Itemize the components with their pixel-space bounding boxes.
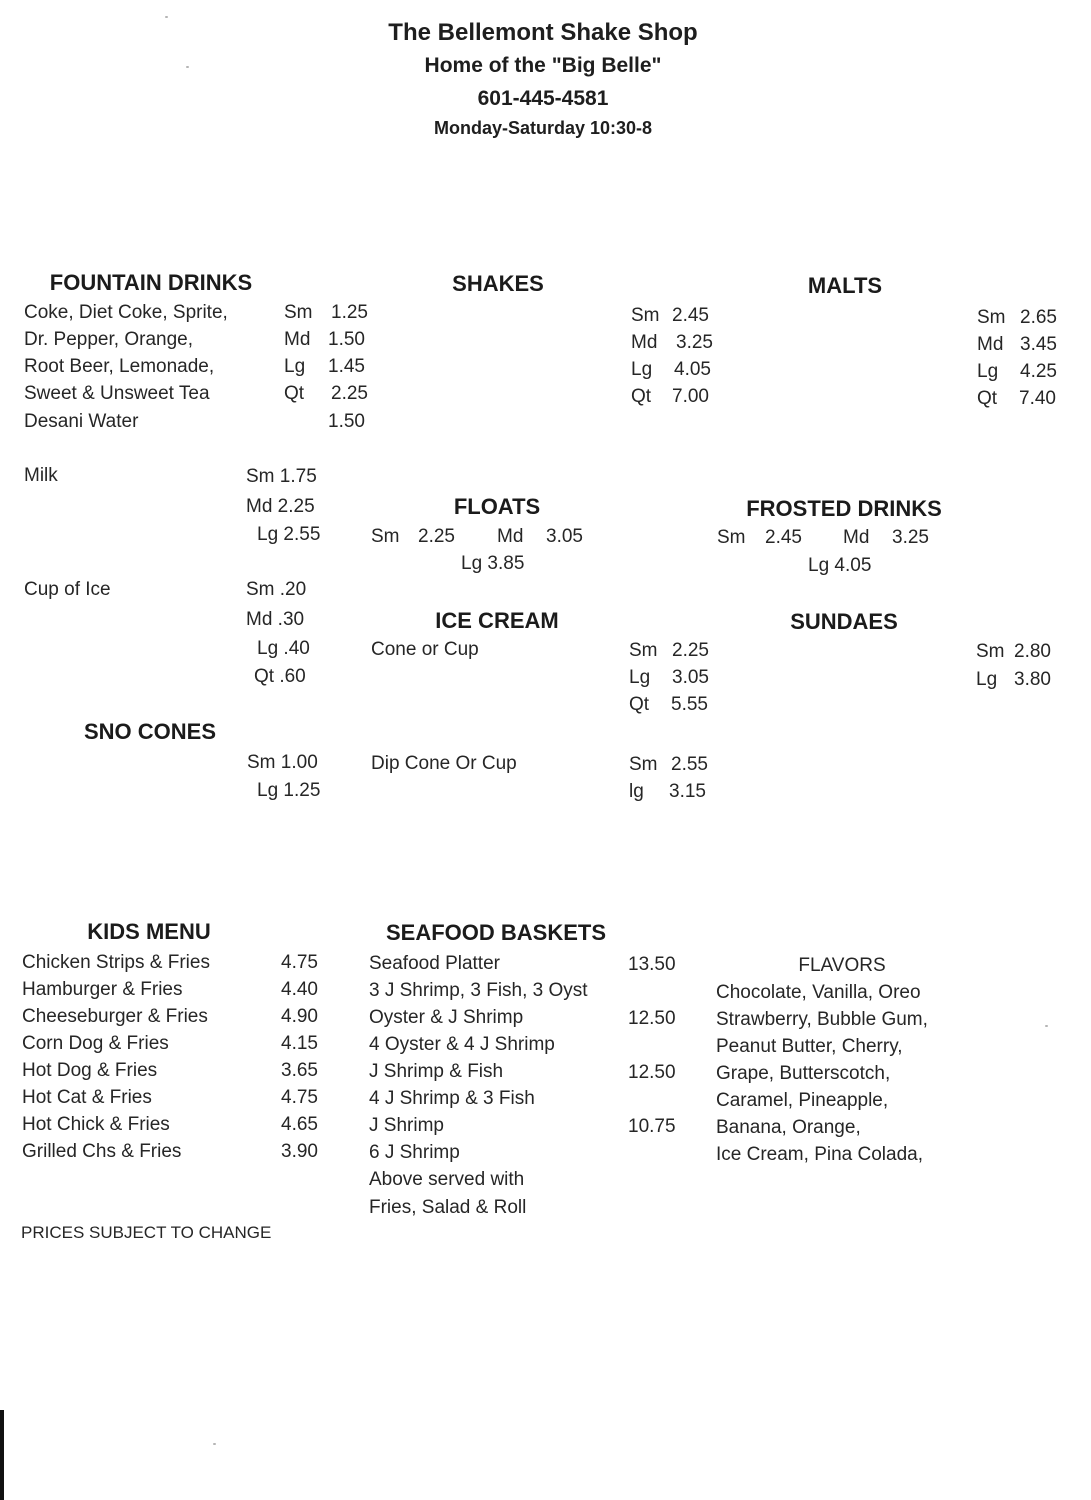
business-hours: Monday-Saturday 10:30-8 [433, 118, 653, 138]
size-label: Sm [629, 754, 658, 775]
kids-item: Hot Dog & Fries [22, 1060, 158, 1081]
kids-item: Hamburger & Fries [22, 979, 183, 1000]
kids-price: 4.15 [281, 1033, 318, 1054]
size-label: Md [843, 527, 870, 548]
price: 1.50 [328, 411, 365, 432]
kids-price: 3.90 [281, 1141, 318, 1162]
milk-price: Md 2.25 [246, 496, 315, 517]
price: 2.65 [1020, 307, 1057, 328]
size-label: Lg [631, 359, 653, 380]
fountain-item: Root Beer, Lemonade, [24, 356, 215, 377]
kids-item: Grilled Chs & Fries [22, 1141, 182, 1162]
seafood-price: 12.50 [628, 1008, 676, 1029]
sundaes-heading: SUNDAES [790, 609, 898, 634]
kids-item: Cheeseburger & Fries [22, 1006, 208, 1027]
price: 1.25 [331, 302, 368, 323]
seafood-detail: 6 J Shrimp [369, 1142, 460, 1163]
flavor-line: Strawberry, Bubble Gum, [716, 1009, 928, 1030]
price: 4.25 [1020, 361, 1057, 382]
kids-price: 4.65 [281, 1114, 318, 1135]
seafood-price: 13.50 [628, 954, 676, 975]
flavor-line: Banana, Orange, [716, 1117, 861, 1138]
seafood-item: Seafood Platter [369, 953, 500, 974]
kids-price: 4.90 [281, 1006, 318, 1027]
ice-price: Qt .60 [254, 666, 306, 687]
fountain-item: Sweet & Unsweet Tea [24, 383, 210, 404]
price: 4.05 [674, 359, 711, 380]
milk-price: Sm 1.75 [246, 466, 317, 487]
price: 1.50 [328, 329, 365, 350]
phone-number: 601-445-4581 [477, 87, 609, 110]
size-label: Lg [629, 667, 651, 688]
size-label: Sm [371, 526, 400, 547]
seafood-price: 12.50 [628, 1062, 676, 1083]
size-label: Sm [629, 640, 658, 661]
flavor-line: Caramel, Pineapple, [716, 1090, 889, 1111]
price: Lg 4.05 [808, 555, 872, 576]
fountain-item: Dr. Pepper, Orange, [24, 329, 193, 350]
seafood-item: J Shrimp [369, 1115, 444, 1136]
size-label: Qt [629, 694, 650, 715]
kids-price: 3.65 [281, 1060, 318, 1081]
seafood-note: Fries, Salad & Roll [369, 1197, 527, 1218]
price: 3.05 [546, 526, 583, 547]
size-label: Md [497, 526, 524, 547]
ice-price: Lg .40 [257, 638, 310, 659]
price: 3.25 [892, 527, 929, 548]
fountain-item: Desani Water [24, 411, 139, 432]
kids-price: 4.40 [281, 979, 318, 1000]
size-label: Lg [977, 361, 999, 382]
scan-speck [213, 1443, 216, 1445]
price: Lg 3.85 [461, 553, 525, 574]
kids-menu-heading: KIDS MENU [87, 919, 211, 944]
size-label: Lg [284, 356, 306, 377]
prices-notice: PRICES SUBJECT TO CHANGE [21, 1223, 272, 1242]
price: 3.80 [1014, 669, 1051, 690]
price: 2.45 [672, 305, 709, 326]
seafood-baskets-heading: SEAFOOD BASKETS [385, 920, 607, 945]
size-label: Qt [977, 388, 998, 409]
size-label: Sm [976, 641, 1005, 662]
seafood-item: Oyster & J Shrimp [369, 1007, 524, 1028]
ice-cream-heading: ICE CREAM [435, 608, 559, 633]
size-label: Sm [284, 302, 313, 323]
fountain-drinks-heading: FOUNTAIN DRINKS [49, 270, 253, 295]
size-label: lg [629, 781, 644, 802]
size-label: Sm [717, 527, 746, 548]
fountain-item: Coke, Diet Coke, Sprite, [24, 302, 228, 323]
kids-item: Corn Dog & Fries [22, 1033, 169, 1054]
kids-item: Hot Chick & Fries [22, 1114, 170, 1135]
price: 2.25 [331, 383, 368, 404]
ice-price: Md .30 [246, 609, 305, 630]
size-label: Sm [631, 305, 660, 326]
flavor-line: Peanut Butter, Cherry, [716, 1036, 903, 1057]
flavors-heading: FLAVORS [798, 955, 886, 976]
scan-speck [165, 16, 168, 18]
size-label: Md [977, 334, 1004, 355]
price: 2.25 [418, 526, 455, 547]
milk-label: Milk [24, 465, 58, 486]
price: 2.25 [672, 640, 709, 661]
size-label: Qt [284, 383, 305, 404]
flavor-line: Chocolate, Vanilla, Oreo [716, 982, 921, 1003]
price: 3.15 [669, 781, 706, 802]
price: 2.55 [671, 754, 708, 775]
size-label: Md [631, 332, 658, 353]
price: 7.40 [1019, 388, 1056, 409]
price: 1.45 [328, 356, 365, 377]
scan-edge [0, 1410, 4, 1500]
kids-item: Chicken Strips & Fries [22, 952, 210, 973]
seafood-detail: 4 Oyster & 4 J Shrimp [369, 1034, 555, 1055]
size-label: Lg [976, 669, 998, 690]
price: 5.55 [671, 694, 708, 715]
seafood-note: Above served with [369, 1169, 525, 1190]
scan-speck [1045, 1025, 1048, 1027]
sno-cone-price: Sm 1.00 [247, 752, 318, 773]
cone-or-cup-label: Cone or Cup [371, 639, 479, 660]
kids-price: 4.75 [281, 1087, 318, 1108]
size-label: Qt [631, 386, 652, 407]
malts-heading: MALTS [807, 273, 883, 298]
seafood-item: J Shrimp & Fish [369, 1061, 504, 1082]
tagline: Home of the "Big Belle" [424, 54, 662, 77]
size-label: Md [284, 329, 311, 350]
kids-item: Hot Cat & Fries [22, 1087, 152, 1108]
price: 3.05 [672, 667, 709, 688]
sno-cones-heading: SNO CONES [83, 719, 217, 744]
ice-price: Sm .20 [246, 579, 307, 600]
flavor-line: Ice Cream, Pina Colada, [716, 1144, 923, 1165]
kids-price: 4.75 [281, 952, 318, 973]
price: 3.45 [1020, 334, 1057, 355]
seafood-detail: 3 J Shrimp, 3 Fish, 3 Oyst [369, 980, 588, 1001]
milk-price: Lg 2.55 [257, 524, 321, 545]
price: 2.80 [1014, 641, 1051, 662]
dip-cone-label: Dip Cone Or Cup [371, 753, 517, 774]
shop-name: The Bellemont Shake Shop [388, 19, 698, 46]
seafood-price: 10.75 [628, 1116, 676, 1137]
scan-speck [186, 66, 189, 68]
floats-heading: FLOATS [453, 494, 541, 519]
seafood-detail: 4 J Shrimp & 3 Fish [369, 1088, 535, 1109]
cup-of-ice-label: Cup of Ice [24, 579, 111, 600]
flavor-line: Grape, Butterscotch, [716, 1063, 891, 1084]
size-label: Sm [977, 307, 1006, 328]
shakes-heading: SHAKES [452, 271, 544, 296]
price: 7.00 [672, 386, 709, 407]
price: 3.25 [676, 332, 713, 353]
price: 2.45 [765, 527, 802, 548]
frosted-drinks-heading: FROSTED DRINKS [746, 496, 942, 521]
sno-cone-price: Lg 1.25 [257, 780, 321, 801]
